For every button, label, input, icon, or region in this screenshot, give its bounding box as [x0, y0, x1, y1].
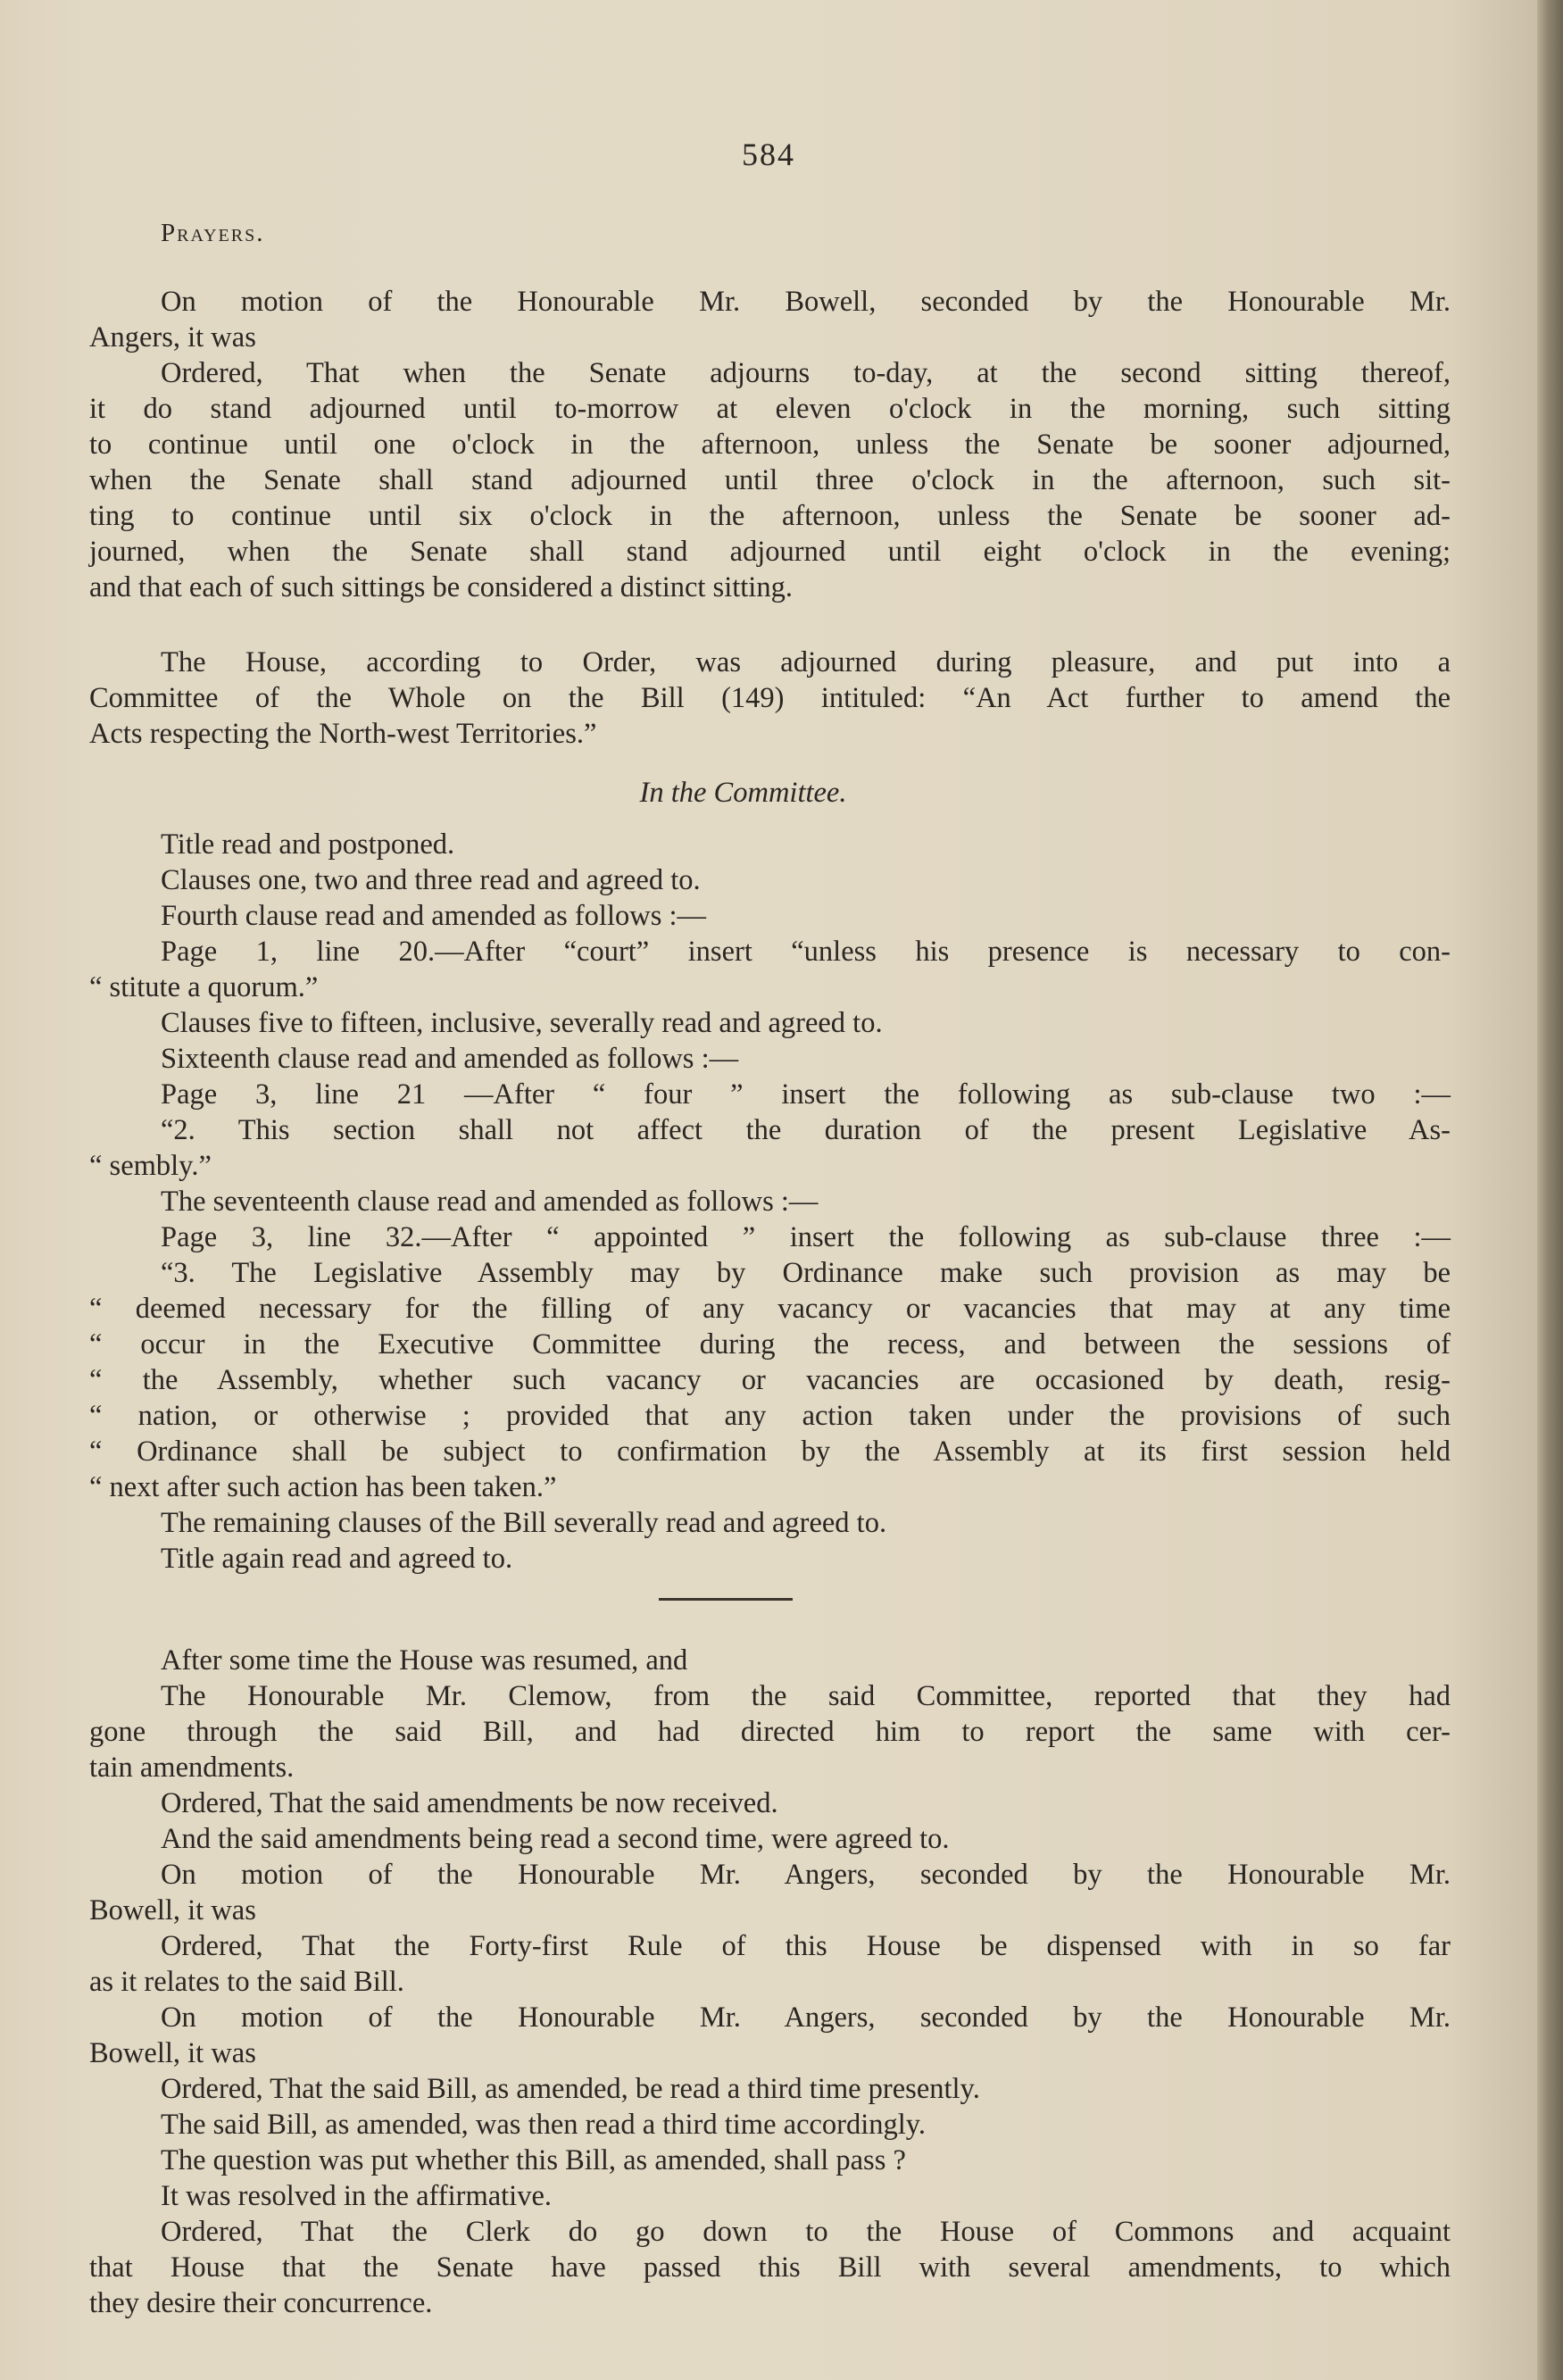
- text-line: and that each of such sittings be considered a distinct sitting.: [89, 571, 793, 603]
- text-line: Acts respecting the North-west Territories.”: [89, 718, 597, 750]
- text-line: Sixteenth clause read and amended as follows :—: [161, 1043, 739, 1075]
- text-line: Ordered, That the Clerk do go down to the House of Commons and acquaint: [161, 2216, 1451, 2248]
- text-line: The Honourable Mr. Clemow, from the said Committee, reported that they had: [161, 1680, 1451, 1712]
- text-line: “ the Assembly, whether such vacancy or vacancies are occasioned by death, resig-: [89, 1364, 1451, 1396]
- text-line: Bowell, it was: [89, 1894, 256, 1926]
- text-line: Ordered, That the Forty-first Rule of this House be dispensed with in so far: [161, 1930, 1451, 1962]
- text-line: “ stitute a quorum.”: [89, 971, 319, 1003]
- text-line: On motion of the Honourable Mr. Angers, seconded by the Honourable Mr.: [161, 2001, 1451, 2034]
- text-line: “ next after such action has been taken.”: [89, 1471, 557, 1503]
- text-line: gone through the said Bill, and had directed him to report the same with cer-: [89, 1716, 1451, 1748]
- page-edge: [1537, 0, 1563, 2380]
- text-line: “3. The Legislative Assembly may by Ordinance make such provision as may be: [161, 1257, 1451, 1289]
- report-and-third-reading: [89, 1643, 1451, 2321]
- page-number: 584: [742, 137, 795, 172]
- text-line: The House, according to Order, was adjourned during pleasure, and put into a: [161, 646, 1451, 678]
- text-line: “ occur in the Executive Committee during the recess, and between the sessions of: [89, 1328, 1451, 1361]
- text-line: when the Senate shall stand adjourned until three o'clock in the afternoon, such sit-: [89, 464, 1451, 496]
- section-heading: Prayers.: [161, 219, 265, 247]
- text-line: “ Ordinance shall be subject to confirmation by the Assembly at its first session held: [89, 1435, 1451, 1468]
- text-line: they desire their concurrence.: [89, 2287, 433, 2319]
- committee-intro: [89, 645, 1451, 752]
- text-line: “2. This section shall not affect the duration of the present Legislative As-: [161, 1114, 1451, 1146]
- text-line: On motion of the Honourable Mr. Bowell, seconded by the Honourable Mr.: [161, 286, 1451, 318]
- text-line: Clauses one, two and three read and agreed to.: [161, 864, 701, 896]
- text-line: as it relates to the said Bill.: [89, 1966, 404, 1998]
- text-line: journed, when the Senate shall stand adjourned until eight o'clock in the evening;: [89, 536, 1451, 568]
- text-line: The seventeenth clause read and amended as follows :—: [161, 1186, 819, 1218]
- text-line: Ordered, That the said amendments be now received.: [161, 1787, 778, 1819]
- text-line: “ sembly.”: [89, 1150, 212, 1182]
- text-line: On motion of the Honourable Mr. Angers, seconded by the Honourable Mr.: [161, 1859, 1451, 1891]
- text-line: Page 1, line 20.—After “court” insert “unless his presence is necessary to con-: [161, 936, 1451, 968]
- text-line: It was resolved in the affirmative.: [161, 2180, 553, 2212]
- text-line: Ordered, That when the Senate adjourns to-day, at the second sitting thereof,: [161, 357, 1451, 389]
- text-line: it do stand adjourned until to-morrow at eleven o'clock in the morning, such sitting: [89, 393, 1451, 425]
- text-line: Fourth clause read and amended as follows :—: [161, 900, 707, 932]
- text-line: After some time the House was resumed, and: [161, 1644, 688, 1677]
- text-line: Ordered, That the said Bill, as amended, be read a third time presently.: [161, 2073, 980, 2105]
- motion-adjournment: [89, 284, 1451, 605]
- text-line: “ deemed necessary for the filling of any vacancy or vacancies that may at any time: [89, 1293, 1451, 1325]
- text-line: Page 3, line 32.—After “ appointed ” insert the following as sub-clause three :—: [161, 1221, 1451, 1253]
- text-line: Clauses five to fifteen, inclusive, severally read and agreed to.: [161, 1007, 883, 1039]
- text-line: ting to continue until six o'clock in the afternoon, unless the Senate be sooner ad-: [89, 500, 1451, 532]
- text-line: Title read and postponed.: [161, 828, 455, 861]
- committee-heading: In the Committee.: [639, 777, 847, 809]
- committee-proceedings: [89, 827, 1451, 1577]
- text-line: Committee of the Whole on the Bill (149) intituled: “An Act further to amend the: [89, 682, 1451, 714]
- rule-wrap: [89, 1598, 1451, 1601]
- text-line: “ nation, or otherwise ; provided that any action taken under the provisions of such: [89, 1400, 1451, 1432]
- text-line: Page 3, line 21 —After “ four ” insert the following as sub-clause two :—: [161, 1078, 1451, 1111]
- text-line: Title again read and agreed to.: [161, 1543, 513, 1575]
- text-line: And the said amendments being read a second time, were agreed to.: [161, 1823, 950, 1855]
- text-line: tain amendments.: [89, 1752, 295, 1784]
- text-line: The said Bill, as amended, was then read a third time accordingly.: [161, 2109, 927, 2141]
- text-line: Angers, it was: [89, 321, 256, 354]
- committee-heading-wrap: [89, 775, 1451, 811]
- text-line: The question was put whether this Bill, as amended, shall pass ?: [161, 2144, 906, 2176]
- section-divider: [659, 1598, 793, 1601]
- text-line: The remaining clauses of the Bill severally read and agreed to.: [161, 1507, 887, 1539]
- text-line: Bowell, it was: [89, 2037, 256, 2069]
- text-line: to continue until one o'clock in the afternoon, unless the Senate be sooner adjourned,: [89, 429, 1451, 461]
- text-line: that House that the Senate have passed this Bill with several amendments, to which: [89, 2251, 1451, 2284]
